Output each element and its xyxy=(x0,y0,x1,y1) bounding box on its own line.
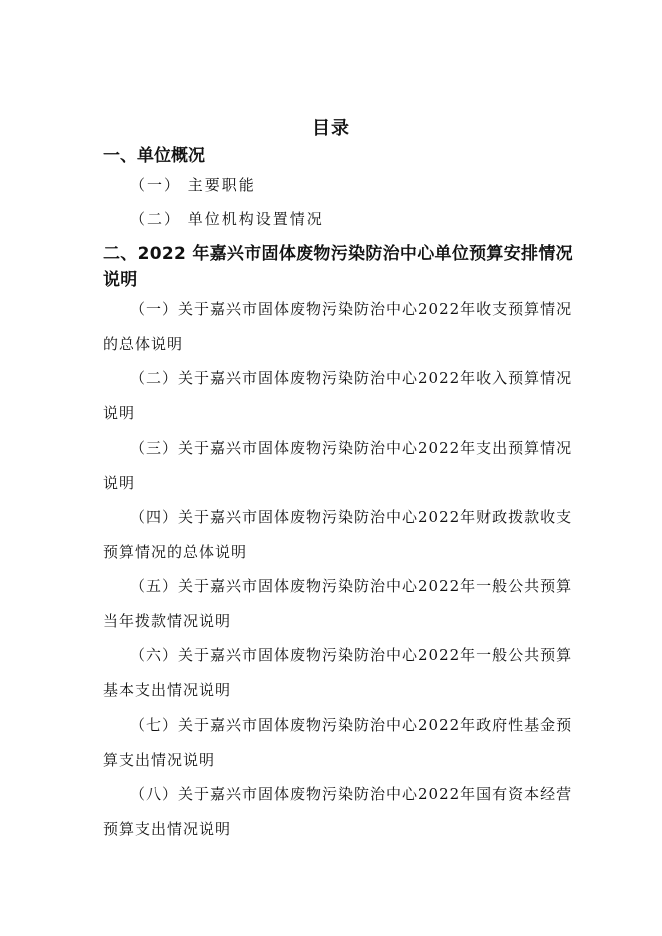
toc-item-2-8[interactable]: （八）关于嘉兴市固体废物污染防治中心2022年国有资本经营预算支出情况说明 xyxy=(103,785,573,838)
toc-item-1-1[interactable]: （一） 主要职能 xyxy=(130,176,256,194)
toc-item-2-5[interactable]: （五）关于嘉兴市固体废物污染防治中心2022年一般公共预算当年拨款情况说明 xyxy=(103,577,573,630)
toc-item-2-1[interactable]: （一）关于嘉兴市固体废物污染防治中心2022年收支预算情况的总体说明 xyxy=(103,300,573,353)
toc-item-2-3[interactable]: （三）关于嘉兴市固体废物污染防治中心2022年支出预算情况说明 xyxy=(103,439,573,492)
toc-item-2-4[interactable]: （四）关于嘉兴市固体废物污染防治中心2022年财政拨款收支预算情况的总体说明 xyxy=(103,508,573,561)
toc-item-1-2[interactable]: （二） 单位机构设置情况 xyxy=(130,210,324,228)
section-2-heading[interactable]: 二、2022 年嘉兴市固体废物污染防治中心单位预算安排情况说明 xyxy=(103,244,573,290)
section-1-heading[interactable]: 一、单位概况 xyxy=(103,146,205,166)
toc-item-2-2[interactable]: （二）关于嘉兴市固体废物污染防治中心2022年收入预算情况说明 xyxy=(103,369,573,422)
toc-item-2-6[interactable]: （六）关于嘉兴市固体废物污染防治中心2022年一般公共预算基本支出情况说明 xyxy=(103,646,573,699)
toc-title: 目录 xyxy=(312,118,350,139)
toc-item-2-7[interactable]: （七）关于嘉兴市固体废物污染防治中心2022年政府性基金预算支出情况说明 xyxy=(103,716,573,769)
